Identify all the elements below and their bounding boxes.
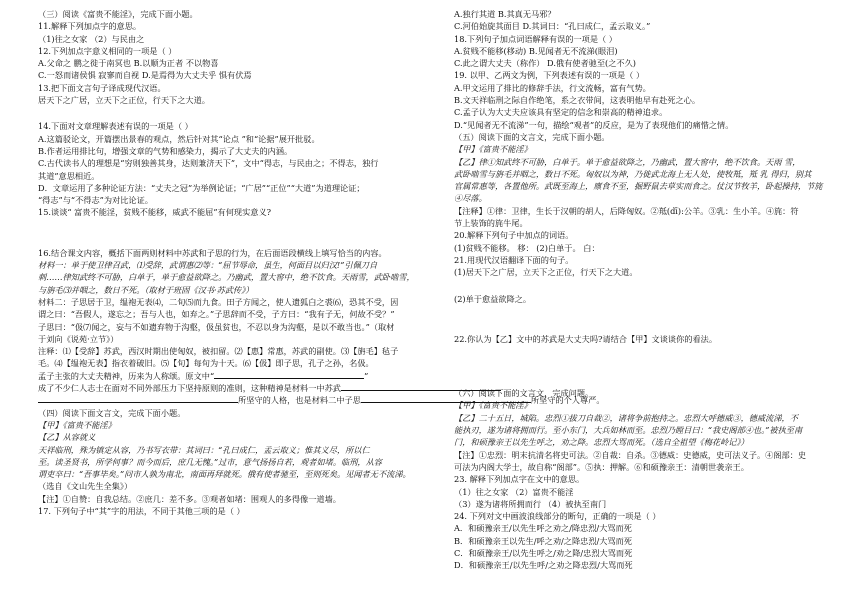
text-line: 12.下列加点字意义相同的一项是（ ）	[38, 45, 177, 56]
text-line: D．文章运用了多种论证方法：“丈夫之冠”为举例论证；“广居”“正位”“大道”为道理论证；	[38, 182, 365, 193]
text-line: ④尽落。	[454, 193, 487, 204]
text-line: 材料一：单于使卫律召武，⑴受辞，武谓惠⑵等：“屈节辱命，虽生，何面目以归汉!”引佩刀自	[38, 260, 378, 271]
text-line: D.“见闻者无不流涕”一句，描绘“观者”的反应，是为了表现他们的痛惜之情。	[454, 119, 734, 130]
text-line	[38, 382, 434, 394]
text-line: (1)贫贱不能移。 移： (2)白单于。 白：	[454, 242, 600, 253]
text-line: 【甲】《富贵不能淫》	[38, 419, 116, 430]
answer-space	[454, 319, 834, 333]
text-line: 官属常惠等，各置他所。武既至海上，廪食不至，掘野鼠去草实而食之。仗汉节牧羊，卧起操持，节旄	[454, 181, 823, 192]
text-line: （五）阅读下面的文言文，完成下面小题。	[454, 131, 610, 142]
text-line: 至。读圣贤书，所学何事？而今而后，庶几无愧。”过市，意气扬扬自若，观者如堵。临刑，从容	[38, 456, 382, 467]
text-line: 谓之曰：“吾假人，遂忘之；吾与人也，如弃之。”子思辞而不受，子方曰：“我有子无，何故不受？”	[38, 309, 395, 320]
text-line: 【乙】二十五日，城陷。忠烈①拔刀自裁②，诸将争前抱持之。忠烈大呼德威③，德威流涕，不	[454, 412, 798, 423]
text-line: 18.下列句子加点词语解释有误的一项是（ ）	[454, 33, 617, 44]
text-line: 天祥临刑，殊为镇定从容，乃书写衣带：其词曰：“孔曰成仁，孟云取义；惟其义尽，所以仁	[38, 444, 370, 455]
text-line: 【乙】律①知武终不可胁，白单于。单于愈益欲降之，乃幽武，置大窖中，绝不饮食。天雨 雪，	[454, 156, 801, 167]
text-line: 21.用现代汉语翻译下面的句子。	[454, 254, 574, 265]
text-line: A.独行其道 B.其真无马邪？	[454, 9, 556, 19]
text-line: 子思曰：“伋⑺闻之，妄与不如遗弃物于沟壑，伋虽贫也，不忍以身为沟壑，是以不敢当也。”（取材	[38, 321, 395, 332]
answer-space	[38, 106, 434, 120]
text-line: 【注】①忠烈：明末抗清名将史可法。②自裁：自杀。③德威：史德威，史可法义子。④阁部：史	[454, 449, 807, 460]
text-line: 17. 下列句子中“其”字的用法，不同于其他三项的是（ ）	[38, 505, 245, 516]
text-line: A.这篇驳论文，开篇摆出景春的观点，然后针对其“论点 ”和“论据”展开批驳。	[38, 133, 320, 144]
answer-space	[454, 279, 834, 293]
answer-space	[38, 219, 434, 233]
text-line: A．和硕豫亲王/以先生呼之劝之/降忠烈/大骂而死	[454, 523, 632, 534]
text-line: 可法为内阁大学士，故自称“阁部”。⑤执：押解。⑥和硕豫亲王：清朝世袭亲王。	[454, 461, 749, 472]
text-line: 材料二：子思居于卫，缊袍无表⑷，二旬⑸而九食。田子方闻之，使人遗狐白之裘⑹，恐其不受，因	[38, 296, 399, 307]
text-line: 20.解释下列句子中加点的词语。	[454, 230, 574, 241]
fill-in-blank[interactable]	[214, 370, 364, 379]
text-line: 23. 解释下列加点字在文中的意思。	[454, 474, 585, 485]
text-line: A.父命之 鹏之徙于南冥也 B.以顺为正者 不以物喜	[38, 58, 219, 69]
text-line: 【注释】①律：卫律，生长于汉朝的胡人，后降匈奴。②羝(dī):公羊。③乳：生小羊。④旄：符	[454, 205, 799, 216]
text-line: “得志”与“不得志”为对比论证。	[38, 195, 153, 206]
text-line: D．和硕豫亲王/以先生呼/之劝之降忠烈/大骂而死	[454, 560, 633, 571]
text-line: B.作者运用排比句，增强文章的气势和感染力，揭示了大丈夫的内涵。	[38, 145, 293, 156]
text-line: 【甲】《富贵不能淫》	[454, 400, 532, 411]
text-segment: 成了不少仁人志士在面对不同外部压力下坚持原则的准则，这种精神是材料一中苏武	[38, 383, 341, 394]
text-line: 居天下之广居，立天下之正位，行天下之大道。	[38, 95, 210, 106]
text-line: 24. 下列对文中画波浪线部分的断句，正确的一项是（ ）	[454, 511, 661, 522]
text-line: （选自《文山先生全集》）	[38, 481, 133, 492]
text-line: C．和硕豫亲王/以先生呼之/劝之降/忠烈大骂而死	[454, 547, 633, 558]
text-line: B．和硕豫亲王以先生/呼之劝/之降忠烈/大骂而死	[454, 535, 633, 546]
text-line: 【乙】从容就义	[38, 432, 96, 443]
right-column	[454, 8, 834, 572]
text-line: 【甲】《富贵不能淫》	[454, 144, 532, 155]
text-line: 16.结合课文内容，概括下面两则材料中苏武和子思的行为，在后面语段横线上填写恰当的内容。	[38, 247, 387, 258]
text-line: C.孟子认为大丈夫应该具有坚定的信念和崇高的精神追求。	[454, 107, 668, 118]
text-line: 【注】①自赞：自我总结。②庶几：差不多。③观者如堵：围观人的多得像一道墙。	[38, 493, 341, 504]
text-line: A.甲文运用了排比的修辞手法，行文流畅，富有气势。	[454, 82, 651, 93]
text-line: (2)单于愈益欲降之。	[454, 293, 532, 304]
text-segment: 所坚守的人格，也是材料二中子思	[238, 395, 361, 406]
text-line: 能执刃，遂为诸将拥而行。至小东门，大兵如林而至。忠烈乃瞠目曰：“我史阁部④也。”被执至南	[454, 425, 803, 436]
text-line: （六）阅读下面的文言文，完成问题。	[454, 388, 594, 399]
text-line: 11.解释下列加点字的意思。	[38, 21, 142, 32]
text-line: （四）阅读下面文言文，完成下面小题。	[38, 407, 186, 418]
text-line: （1)往之女家 （2）与民由之	[38, 33, 145, 44]
text-line: C.河伯始旋其面目 D.其词曰：“孔曰成仁，孟云取义。”	[454, 21, 651, 32]
fill-in-blank[interactable]	[38, 394, 238, 403]
text-line: 其道”意思相近。	[38, 170, 100, 181]
text-line: B.文天祥临刑之际自作绝笔，系之衣带间，这表明他早有赴死之心。	[454, 95, 701, 106]
text-line: C.此之谓大丈夫（称作） D.俄有使者驰至(之不久)	[454, 58, 637, 69]
answer-space	[38, 233, 434, 247]
text-line: （1）往之女家 （2）富贵不能淫	[454, 486, 574, 497]
answer-space	[454, 305, 834, 319]
text-line: 22.你认为【乙】文中的苏武是大丈夫吗?请结合【甲】文谈谈你的看法。	[454, 333, 718, 344]
answer-space	[454, 373, 834, 387]
text-line: 与旃毛⑶并咽之，数日不死。（取材于班固《汉书·苏武传》）	[38, 284, 254, 295]
text-line: 武卧啮雪与旃毛并咽之，数日不死。匈奴以为神，乃徙武北海上无人处，使牧羝，羝 乳 得归，别其	[454, 168, 812, 179]
answer-space	[454, 359, 834, 373]
text-line: (1)居天下之广居，立天下之正位，行天下之大道。	[454, 267, 638, 278]
text-line: 14.下面对文章理解表述有误的一项是（ ）	[38, 121, 193, 132]
text-line: 毛。⑷【缊袍无表】指衣着破旧。⑸【旬】每旬为十天。⑹【伋】即子思，孔子之孙，名伋。	[38, 358, 374, 369]
text-line: 于刘向《说苑·立节》）	[38, 333, 119, 344]
text-line: （3）遂为诸将所拥而行 （4）被执至南门	[454, 498, 607, 509]
text-segment: 所坚守的个人尊严。	[530, 395, 605, 406]
text-line: 15.谈谈“ 富贵不能淫，贫贱不能移，威武不能屈”有何现实意义?	[38, 207, 272, 218]
text-line: C.古代读书人的理想是“穷则独善其身，达则兼济天下”，文中“得志，与民由之；不得志，独行	[38, 158, 379, 169]
text-segment: ”	[364, 370, 369, 381]
text-line: 节上装饰的旄牛尾。	[454, 218, 528, 229]
text-line: （三）阅读《富贵不能淫》，完成下面小题。	[38, 9, 198, 19]
text-line: 注释：⑴【受辞】苏武，西汉时期出使匈奴，被扣留。⑵【惠】常惠，苏武的副使。⑶【旃毛】毡子	[38, 346, 399, 357]
text-line: C.一怒而诸侯惧 寂寥而自视 D.是焉得为大丈夫乎 惧有伏焉	[38, 70, 252, 81]
text-line	[38, 370, 434, 382]
text-line: A.贫贱不能移(移动) B.见闻者无不流涕(眼泪)	[454, 45, 618, 56]
text-segment: 孟子主张的大丈夫精神，历来为人称颂。原文中“	[38, 370, 215, 381]
text-line: 19. 以甲、乙两文为例，下列表述有误的一项是（ ）	[454, 70, 645, 81]
text-line: 刺……律知武终不可胁，白单于，单于愈益欲降之。乃幽武，置大窖中，绝不饮食。天雨雪，武卧啮雪，	[38, 272, 415, 283]
answer-space	[454, 345, 834, 359]
text-line: 13.把下面文言句子译成现代汉语。	[38, 82, 166, 93]
text-line: 谓吏卒曰：“吾事毕矣。”问市人孰为南北，南面再拜就死。俄有使者驰至，至则死矣。见闻者无不流涕。	[38, 469, 411, 480]
text-line: 门，和硕豫亲王以先生呼之，劝之降。忠烈大骂而死。（选自全祖望《梅花岭记》）	[454, 437, 749, 448]
